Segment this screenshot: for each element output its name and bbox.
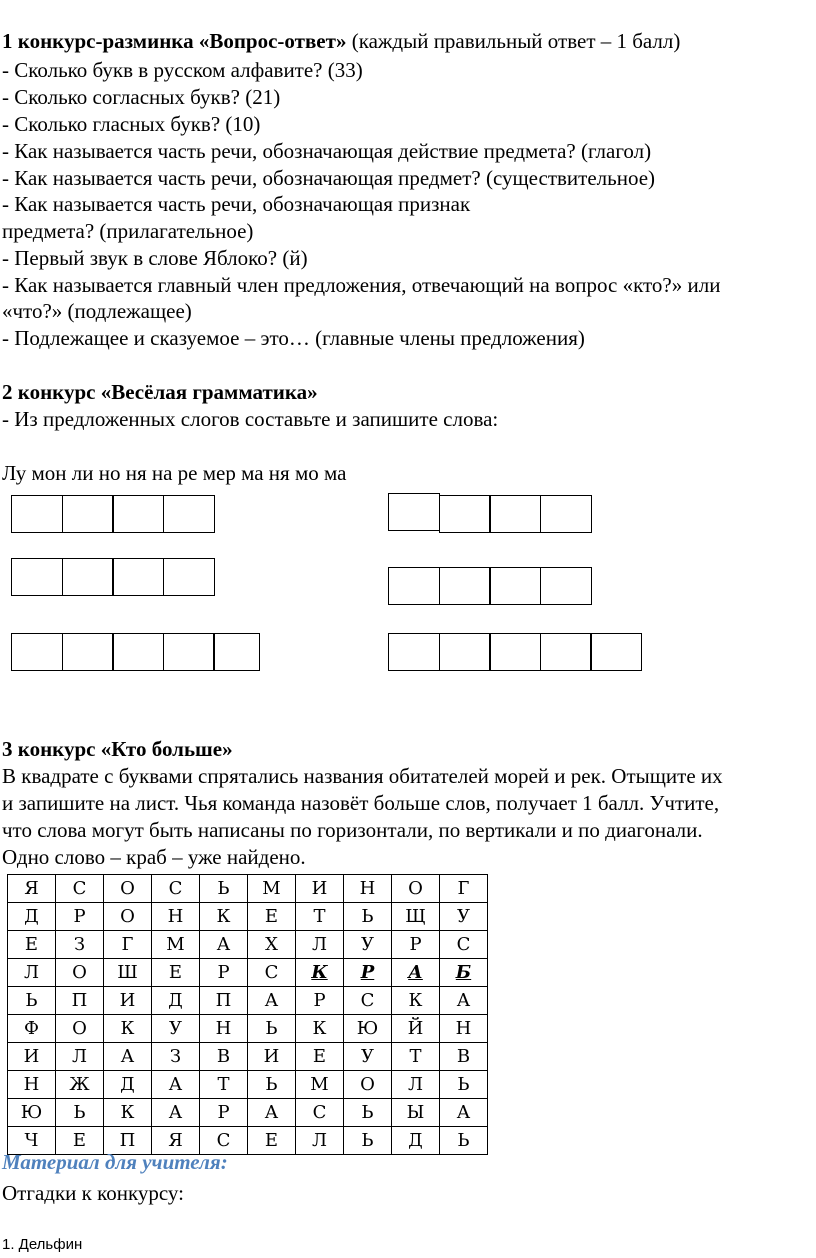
letter-box[interactable] bbox=[112, 495, 164, 533]
grid-cell[interactable]: О bbox=[392, 875, 440, 903]
grid-cell[interactable]: Ы bbox=[392, 1099, 440, 1127]
grid-cell[interactable]: Ь bbox=[440, 1071, 488, 1099]
grid-cell[interactable]: К bbox=[296, 959, 344, 987]
section3-title: 3 конкурс «Кто больше» bbox=[2, 737, 233, 761]
grid-cell[interactable]: С bbox=[296, 1099, 344, 1127]
grid-cell[interactable]: Л bbox=[56, 1043, 104, 1071]
letter-grid bbox=[7, 874, 488, 1155]
letter-box[interactable] bbox=[163, 633, 215, 671]
grid-cell[interactable]: К bbox=[392, 987, 440, 1015]
question-line: - Как называется главный член предложения, отвечающий на вопрос «кто?» или bbox=[2, 273, 721, 297]
answers-label: Отгадки к конкурсу: bbox=[2, 1181, 184, 1205]
grid-cell[interactable]: С bbox=[200, 1127, 248, 1155]
grid-cell[interactable]: Е bbox=[8, 931, 56, 959]
grid-cell[interactable]: Ь bbox=[248, 1071, 296, 1099]
grid-cell[interactable]: В bbox=[440, 1043, 488, 1071]
first-answer: 1. Дельфин bbox=[2, 1236, 83, 1253]
grid-cell[interactable]: О bbox=[344, 1071, 392, 1099]
letter-box[interactable] bbox=[439, 633, 491, 671]
grid-cell[interactable]: З bbox=[56, 931, 104, 959]
grid-cell[interactable]: А bbox=[152, 1099, 200, 1127]
section1-title: 1 конкурс-разминка «Вопрос-ответ» (каждый правильный ответ – 1 балл) bbox=[2, 29, 681, 53]
grid-cell[interactable]: Н bbox=[8, 1071, 56, 1099]
grid-cell[interactable]: О bbox=[104, 875, 152, 903]
grid-cell[interactable]: У bbox=[344, 931, 392, 959]
grid-cell[interactable]: З bbox=[152, 1043, 200, 1071]
grid-cell[interactable]: С bbox=[344, 987, 392, 1015]
answer-boxes-left-1 bbox=[11, 495, 213, 533]
grid-cell[interactable]: А bbox=[440, 1099, 488, 1127]
question-line: - Сколько гласных букв? (10) bbox=[2, 112, 261, 136]
grid-cell[interactable]: Д bbox=[104, 1071, 152, 1099]
grid-cell[interactable]: Щ bbox=[392, 903, 440, 931]
grid-cell[interactable]: У bbox=[344, 1043, 392, 1071]
grid-cell[interactable]: У bbox=[152, 1015, 200, 1043]
grid-cell[interactable]: И bbox=[104, 987, 152, 1015]
grid-cell[interactable]: Ь bbox=[56, 1099, 104, 1127]
letter-box[interactable] bbox=[62, 495, 114, 533]
grid-cell[interactable]: Е bbox=[296, 1043, 344, 1071]
grid-cell[interactable]: Е bbox=[152, 959, 200, 987]
answer-boxes-left-3 bbox=[11, 633, 259, 671]
grid-cell[interactable]: Е bbox=[248, 903, 296, 931]
letter-box[interactable] bbox=[439, 495, 491, 533]
grid-cell[interactable]: Л bbox=[296, 931, 344, 959]
grid-cell[interactable]: Ш bbox=[104, 959, 152, 987]
grid-cell[interactable]: Ь bbox=[344, 903, 392, 931]
grid-cell[interactable]: Т bbox=[296, 903, 344, 931]
grid-cell[interactable]: Р bbox=[200, 959, 248, 987]
question-line: - Как называется часть речи, обозначающая признак bbox=[2, 192, 471, 216]
question-line: - Сколько букв в русском алфавите? (33) bbox=[2, 58, 363, 82]
letter-box[interactable] bbox=[489, 495, 541, 533]
grid-cell[interactable]: А bbox=[152, 1071, 200, 1099]
letter-box[interactable] bbox=[163, 558, 215, 596]
grid-cell[interactable]: М bbox=[152, 931, 200, 959]
grid-cell[interactable]: А bbox=[440, 987, 488, 1015]
grid-cell[interactable]: Н bbox=[152, 903, 200, 931]
grid-cell[interactable]: Ь bbox=[440, 1127, 488, 1155]
grid-cell[interactable]: А bbox=[392, 959, 440, 987]
question-line: - Первый звук в слове Яблоко? (й) bbox=[2, 246, 308, 270]
grid-cell[interactable]: Б bbox=[440, 959, 488, 987]
question-line: - Как называется часть речи, обозначающая предмет? (существительное) bbox=[2, 166, 656, 190]
grid-cell[interactable]: С bbox=[56, 875, 104, 903]
letter-box[interactable] bbox=[439, 567, 491, 605]
letter-box[interactable] bbox=[112, 558, 164, 596]
answer-boxes-right-2 bbox=[388, 567, 590, 605]
grid-cell[interactable]: П bbox=[200, 987, 248, 1015]
grid-cell[interactable]: Й bbox=[392, 1015, 440, 1043]
grid-cell[interactable]: Ь bbox=[248, 1015, 296, 1043]
grid-cell[interactable]: А bbox=[248, 987, 296, 1015]
letter-box[interactable] bbox=[62, 633, 114, 671]
letter-box[interactable] bbox=[388, 493, 440, 531]
grid-cell[interactable]: К bbox=[104, 1015, 152, 1043]
grid-cell[interactable]: К bbox=[200, 903, 248, 931]
grid-cell[interactable]: М bbox=[296, 1071, 344, 1099]
teacher-heading: Материал для учителя: bbox=[2, 1150, 228, 1174]
grid-cell[interactable]: Я bbox=[152, 1127, 200, 1155]
grid-cell[interactable]: А bbox=[104, 1043, 152, 1071]
answer-boxes-right-3 bbox=[388, 633, 641, 671]
grid-cell[interactable]: П bbox=[56, 987, 104, 1015]
grid-cell[interactable]: У bbox=[440, 903, 488, 931]
answer-boxes-right-1 bbox=[388, 493, 590, 533]
answer-boxes-left-2 bbox=[11, 558, 213, 596]
grid-cell[interactable]: Ж bbox=[56, 1071, 104, 1099]
letter-box[interactable] bbox=[489, 567, 541, 605]
grid-cell[interactable]: Л bbox=[392, 1071, 440, 1099]
grid-cell[interactable]: Я bbox=[8, 875, 56, 903]
grid-cell[interactable]: Ю bbox=[8, 1099, 56, 1127]
grid-cell[interactable]: К bbox=[104, 1099, 152, 1127]
grid-cell[interactable]: Т bbox=[200, 1071, 248, 1099]
grid-cell[interactable]: Р bbox=[200, 1099, 248, 1127]
letter-box[interactable] bbox=[11, 558, 63, 596]
letter-box[interactable] bbox=[163, 495, 215, 533]
grid-cell[interactable]: П bbox=[104, 1127, 152, 1155]
grid-row bbox=[8, 959, 488, 987]
grid-cell[interactable]: Е bbox=[56, 1127, 104, 1155]
grid-cell[interactable]: Х bbox=[248, 931, 296, 959]
letter-box[interactable] bbox=[540, 495, 592, 533]
section2-title: 2 конкурс «Весёлая грамматика» bbox=[2, 380, 318, 404]
grid-cell[interactable]: Л bbox=[8, 959, 56, 987]
letter-box[interactable] bbox=[388, 567, 440, 605]
grid-cell[interactable]: Г bbox=[440, 875, 488, 903]
grid-cell[interactable]: А bbox=[200, 931, 248, 959]
grid-cell[interactable]: С bbox=[248, 959, 296, 987]
grid-row bbox=[8, 931, 488, 959]
question-line: - Сколько согласных букв? (21) bbox=[2, 85, 281, 109]
grid-cell[interactable]: В bbox=[200, 1043, 248, 1071]
letter-box[interactable] bbox=[540, 633, 592, 671]
grid-cell[interactable]: Д bbox=[8, 903, 56, 931]
letter-box[interactable] bbox=[213, 633, 260, 671]
grid-cell[interactable]: Г bbox=[104, 931, 152, 959]
grid-cell[interactable]: Н bbox=[344, 875, 392, 903]
grid-cell[interactable]: Ф bbox=[8, 1015, 56, 1043]
grid-cell[interactable]: О bbox=[104, 903, 152, 931]
grid-row bbox=[8, 1099, 488, 1127]
question-line: предмета? (прилагательное) bbox=[2, 219, 254, 243]
grid-cell[interactable]: Р bbox=[344, 959, 392, 987]
letter-box[interactable] bbox=[540, 567, 592, 605]
section3-text: и запишите на лист. Чья команда назовёт больше слов, получает 1 балл. Учтите, bbox=[2, 791, 720, 815]
grid-cell[interactable]: С bbox=[152, 875, 200, 903]
grid-cell[interactable]: Ь bbox=[344, 1127, 392, 1155]
grid-row bbox=[8, 1043, 488, 1071]
grid-cell[interactable]: Н bbox=[440, 1015, 488, 1043]
letter-box[interactable] bbox=[62, 558, 114, 596]
section3-text: что слова могут быть написаны по горизонтали, по вертикали и по диагонали. bbox=[2, 818, 703, 842]
grid-row bbox=[8, 903, 488, 931]
syllables: Лу мон ли но ня на ре мер ма ня мо ма bbox=[2, 461, 347, 485]
section2-instruction: - Из предложенных слогов составьте и запишите слова: bbox=[2, 407, 499, 431]
grid-cell[interactable]: Р bbox=[392, 931, 440, 959]
grid-cell[interactable]: А bbox=[248, 1099, 296, 1127]
question-line: - Подлежащее и сказуемое – это… (главные члены предложения) bbox=[2, 326, 585, 350]
grid-cell[interactable]: О bbox=[56, 1015, 104, 1043]
grid-cell[interactable]: И bbox=[8, 1043, 56, 1071]
grid-cell[interactable]: Д bbox=[152, 987, 200, 1015]
grid-cell[interactable]: Д bbox=[392, 1127, 440, 1155]
section3-text: Одно слово – краб – уже найдено. bbox=[2, 845, 306, 869]
letter-box[interactable] bbox=[489, 633, 541, 671]
question-line: «что?» (подлежащее) bbox=[2, 299, 192, 323]
grid-cell[interactable]: М bbox=[248, 875, 296, 903]
grid-row bbox=[8, 875, 488, 903]
letter-box[interactable] bbox=[388, 633, 440, 671]
grid-cell[interactable]: Л bbox=[296, 1127, 344, 1155]
grid-cell[interactable]: Ь bbox=[200, 875, 248, 903]
grid-row bbox=[8, 1071, 488, 1099]
letter-box[interactable] bbox=[112, 633, 164, 671]
letter-box[interactable] bbox=[590, 633, 642, 671]
grid-cell[interactable]: Ч bbox=[8, 1127, 56, 1155]
grid-cell[interactable]: И bbox=[296, 875, 344, 903]
grid-cell[interactable]: Р bbox=[296, 987, 344, 1015]
grid-row bbox=[8, 987, 488, 1015]
grid-cell[interactable]: Н bbox=[200, 1015, 248, 1043]
grid-cell[interactable]: И bbox=[248, 1043, 296, 1071]
question-line: - Как называется часть речи, обозначающая действие предмета? (глагол) bbox=[2, 139, 652, 163]
grid-cell[interactable]: С bbox=[440, 931, 488, 959]
section3-text: В квадрате с буквами спрятались названия обитателей морей и рек. Отыщите их bbox=[2, 764, 723, 788]
grid-cell[interactable]: Р bbox=[56, 903, 104, 931]
grid-cell[interactable]: Ь bbox=[8, 987, 56, 1015]
grid-cell[interactable]: Ь bbox=[344, 1099, 392, 1127]
letter-box[interactable] bbox=[11, 633, 63, 671]
grid-cell[interactable]: О bbox=[56, 959, 104, 987]
grid-cell[interactable]: К bbox=[296, 1015, 344, 1043]
grid-cell[interactable]: Ю bbox=[344, 1015, 392, 1043]
grid-cell[interactable]: Т bbox=[392, 1043, 440, 1071]
grid-cell[interactable]: Е bbox=[248, 1127, 296, 1155]
letter-box[interactable] bbox=[11, 495, 63, 533]
grid-row bbox=[8, 1015, 488, 1043]
